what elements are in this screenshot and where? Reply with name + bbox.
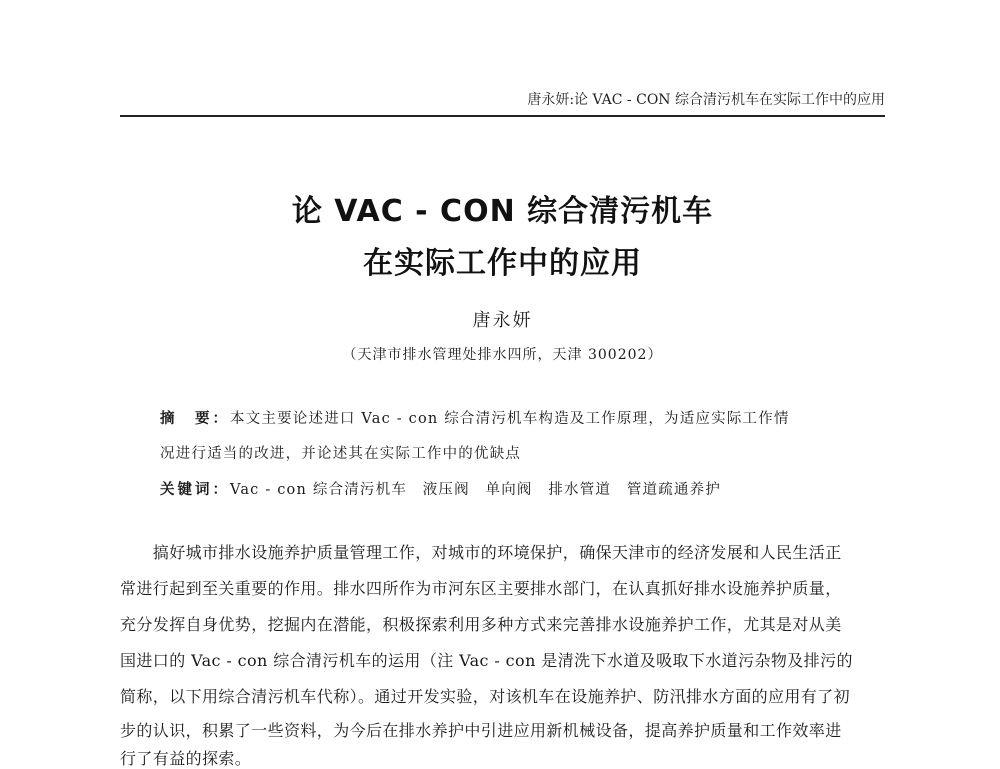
body-line: 简称，以下用综合清污机车代称）。通过开发实验，对该机车在设施养护、防汛排水方面的应用有了初	[120, 687, 851, 706]
paper-title-line-2: 在实际工作中的应用	[363, 246, 642, 281]
abstract-line-2	[160, 442, 521, 463]
abstract-line-1	[160, 407, 790, 428]
paper-title-line-1: 论 VAC - CON 综合清污机车	[291, 194, 714, 229]
body-line: 国进口的 Vac - con 综合清污机车的运用（注 Vac - con 是清洗下水道及吸取下水道污杂物及排污的	[120, 651, 853, 670]
abstract-text-2: 况进行适当的改进，并论述其在实际工作中的优缺点	[160, 446, 522, 462]
keywords-text: Vac - con 综合清污机车 液压阀 单向阀 排水管道 管道疏通养护	[230, 482, 722, 498]
keywords-line	[160, 478, 721, 499]
running-header: 唐永妍:论 VAC - CON 综合清污机车在实际工作中的应用	[527, 92, 885, 108]
keywords-label: 关键词：	[160, 482, 230, 498]
header-rule	[120, 115, 885, 117]
body-line: 步的认识，积累了一些资料，为今后在排水养护中引进应用新机械设备，提高养护质量和工作效率进	[120, 721, 842, 740]
body-line: 充分发挥自身优势，挖掘内在潜能，积极探索利用多种方式来完善排水设施养护工作，尤其是对从美	[120, 615, 842, 634]
affiliation: （天津市排水管理处排水四所，天津 300202）	[342, 347, 663, 363]
author: 唐永妍	[472, 310, 533, 331]
abstract-label: 摘 要：	[160, 411, 230, 427]
abstract-text-1: 本文主要论述进口 Vac - con 综合清污机车构造及工作原理，为适应实际工作情	[230, 411, 790, 427]
body-line: 搞好城市排水设施养护质量管理工作，对城市的环境保护，确保天津市的经济发展和人民生活正	[120, 543, 842, 562]
body-line: 常进行起到至关重要的作用。排水四所作为市河东区主要排水部门，在认真抓好排水设施养护质量，	[120, 579, 842, 598]
body-line: 行了有益的探索。	[120, 749, 252, 768]
